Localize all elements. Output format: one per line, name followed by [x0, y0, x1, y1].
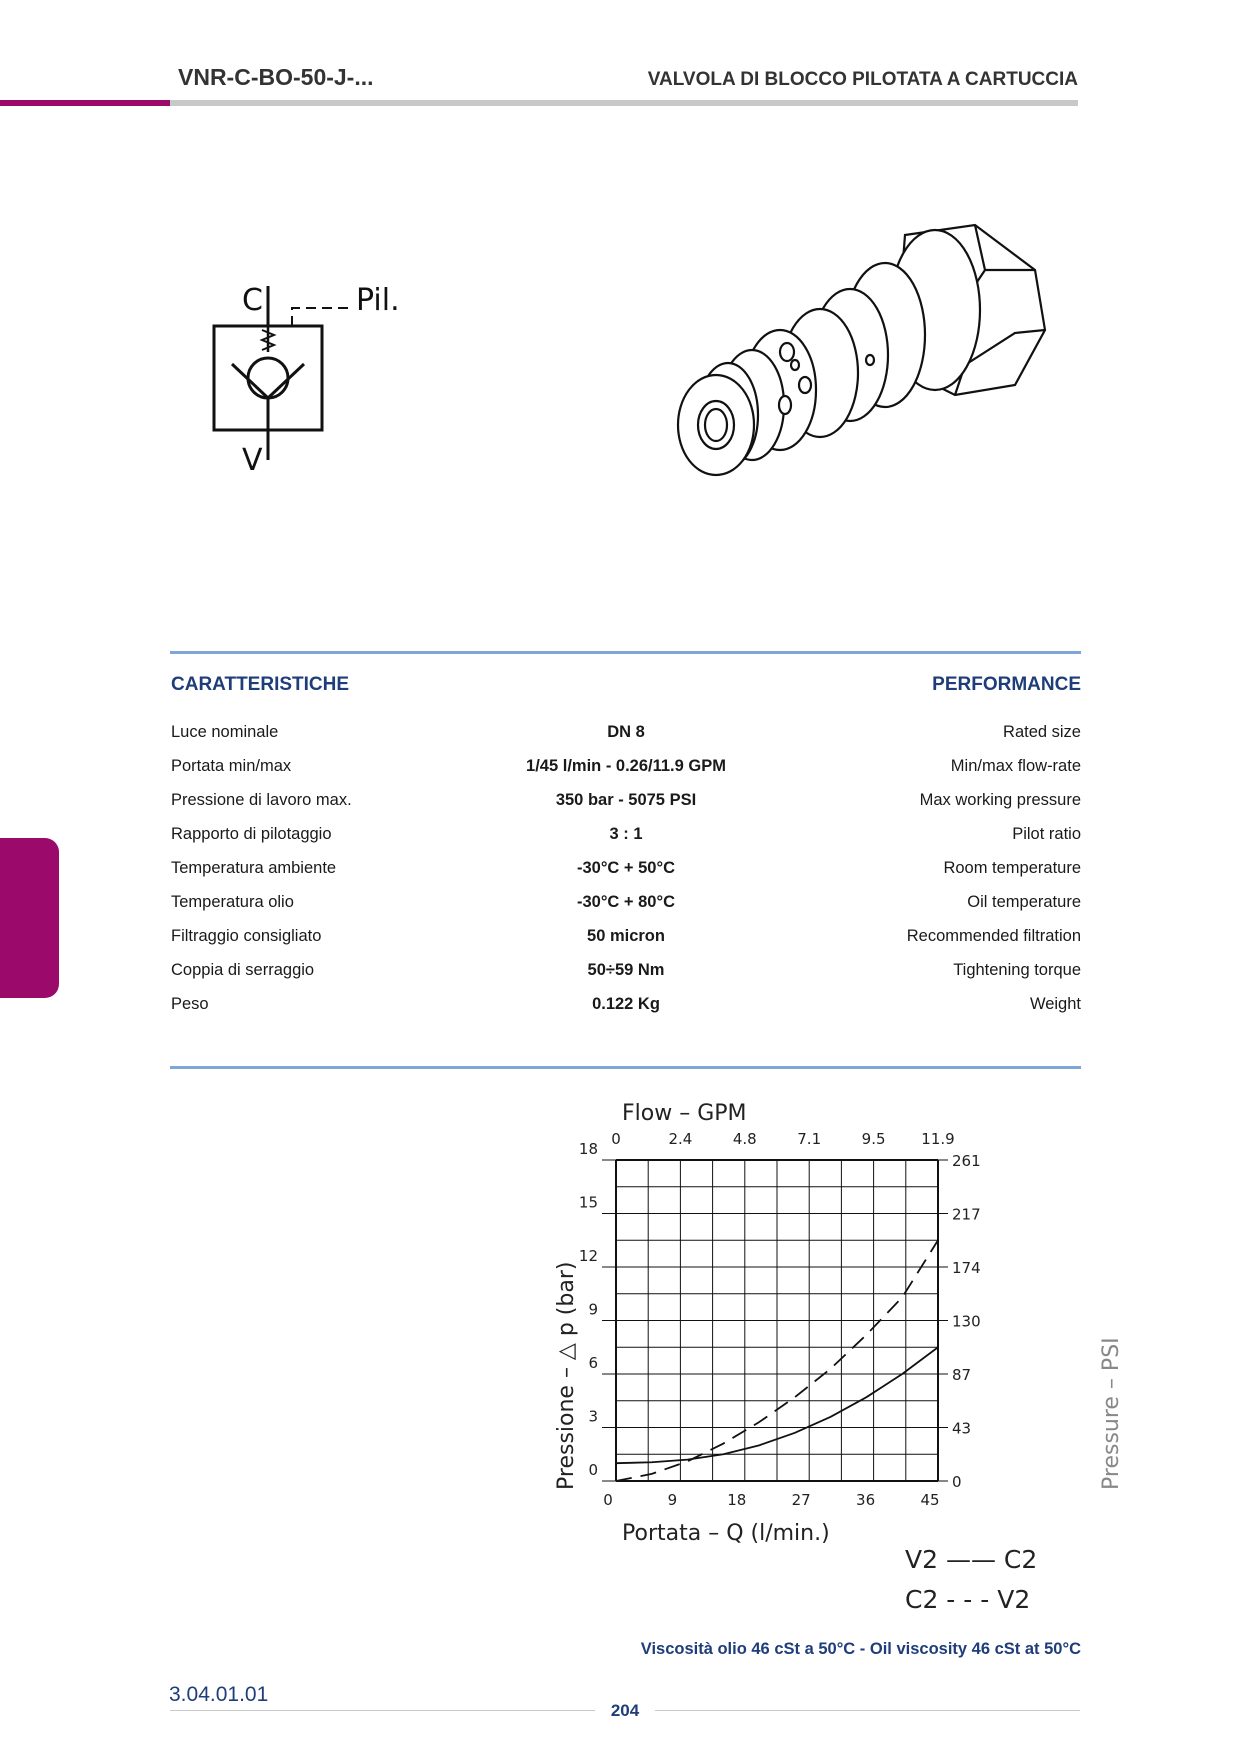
- section-divider-top: [170, 651, 1081, 654]
- y2-tick-label: 43: [952, 1419, 972, 1438]
- y-tick-label: 0: [588, 1461, 598, 1479]
- spec-value: 50 micron: [587, 927, 665, 945]
- pilot-label: Pil.: [356, 283, 400, 318]
- spec-row: [171, 821, 1081, 855]
- y2-tick-label: 261: [952, 1152, 981, 1170]
- spec-value: 350 bar - 5075 PSI: [555, 791, 697, 809]
- x-tick-label: 36: [856, 1491, 876, 1509]
- spec-label-en: Weight: [1029, 995, 1081, 1013]
- y-tick-label: 15: [578, 1193, 598, 1212]
- header-accent-bar: [0, 100, 170, 106]
- x2-tick-label: 11.9: [921, 1130, 955, 1148]
- spec-label-it: Temperatura ambiente: [171, 859, 337, 877]
- spec-label-it: Peso: [171, 995, 209, 1013]
- x2-tick-label: 0: [611, 1130, 621, 1148]
- y2-tick-label: 217: [952, 1205, 981, 1224]
- spec-label-en: Recommended filtration: [906, 927, 1081, 945]
- spec-row: [171, 787, 1081, 821]
- spec-label-en: Tightening torque: [953, 961, 1081, 979]
- spec-value: -30°C + 50°C: [576, 859, 676, 877]
- y2-tick-label: 130: [952, 1312, 981, 1331]
- spec-label-it: Luce nominale: [171, 723, 279, 741]
- x2-tick-label: 9.5: [861, 1130, 886, 1148]
- spec-row: [171, 855, 1081, 889]
- spec-label-it: Rapporto di pilotaggio: [171, 825, 332, 843]
- spec-row: [171, 957, 1081, 991]
- spec-row: [171, 889, 1081, 923]
- section-divider-bottom: [170, 1066, 1081, 1069]
- spec-row: [171, 753, 1081, 787]
- spec-value: 1/45 l/min - 0.26/11.9 GPM: [526, 757, 726, 775]
- spec-row: [171, 923, 1081, 957]
- header-bar: [170, 100, 1078, 106]
- product-code: VNR-C-BO-50-J-...: [178, 64, 374, 90]
- x2-tick-label: 4.8: [732, 1130, 757, 1148]
- spec-value: 50÷59 Nm: [587, 961, 665, 979]
- spec-value: 0.122 Kg: [592, 995, 660, 1013]
- hydraulic-symbol: [200, 280, 430, 480]
- footer-line-left: [170, 1710, 595, 1711]
- catalog-reference: 3.04.01.01: [169, 1683, 269, 1706]
- specs-table: [171, 719, 1081, 1025]
- spec-label-it: Portata min/max: [171, 757, 292, 775]
- spec-value: 3 : 1: [609, 825, 643, 843]
- product-title: VALVOLA DI BLOCCO PILOTATA A CARTUCCIA: [647, 69, 1078, 90]
- y-tick-label: 18: [578, 1140, 598, 1158]
- spec-label-en: Room temperature: [943, 859, 1081, 877]
- spec-row: [171, 719, 1081, 753]
- spec-label-en: Pilot ratio: [1012, 825, 1081, 843]
- spec-value: DN 8: [607, 723, 645, 741]
- x-tick-label: 0: [603, 1491, 613, 1509]
- section-heading-performance: PERFORMANCE: [932, 674, 1081, 695]
- viscosity-note: Viscosità olio 46 cSt a 50°C - Oil viscosity 46 cSt at 50°C: [640, 1640, 1081, 1658]
- spec-label-it: Temperatura olio: [171, 893, 294, 911]
- x2-tick-label: 2.4: [668, 1130, 693, 1148]
- y2-tick-label: 87: [952, 1366, 972, 1384]
- pressure-flow-chart: [540, 1090, 1140, 1650]
- y-tick-label: 12: [578, 1247, 598, 1265]
- chart-grid: [616, 1160, 938, 1481]
- spec-value: -30°C + 80°C: [576, 893, 676, 911]
- y2-tick-label: 0: [952, 1473, 962, 1491]
- side-tab: [0, 838, 59, 998]
- x-tick-label: 18: [727, 1491, 747, 1509]
- section-heading-caratteristiche: CARATTERISTICHE: [171, 674, 350, 695]
- spec-label-en: Min/max flow-rate: [950, 757, 1081, 775]
- x-tick-label: 9: [667, 1491, 678, 1509]
- x-tick-label: 27: [791, 1491, 811, 1509]
- port-v-label: V: [242, 443, 263, 478]
- footer-line-right: [655, 1710, 1080, 1711]
- chart-x2-label: Flow – GPM: [622, 1101, 747, 1126]
- spec-label-it: Pressione di lavoro max.: [171, 791, 352, 809]
- spec-label-en: Rated size: [1003, 723, 1081, 741]
- chart-y2-label: Pressure – PSI: [1099, 1337, 1124, 1490]
- spec-label-en: Max working pressure: [919, 791, 1081, 809]
- spec-label-it: Coppia di serraggio: [171, 961, 315, 979]
- chart-y-label: Pressione – △ p (bar): [554, 1261, 579, 1490]
- y-tick-label: 3: [588, 1407, 598, 1426]
- spec-row: [171, 991, 1081, 1025]
- y2-tick-label: 174: [952, 1259, 981, 1277]
- y-tick-label: 9: [588, 1300, 598, 1319]
- port-c-label: C: [242, 283, 263, 318]
- x2-tick-label: 7.1: [797, 1130, 822, 1148]
- y-tick-label: 6: [588, 1354, 598, 1372]
- cartridge-drawing: [670, 215, 1070, 535]
- chart-x-label: Portata – Q (l/min.): [622, 1521, 830, 1546]
- legend-solid: V2 —— C2: [905, 1545, 1038, 1574]
- page-number: 204: [610, 1701, 640, 1720]
- spec-label-it: Filtraggio consigliato: [171, 927, 322, 945]
- x-tick-label: 45: [920, 1491, 940, 1509]
- legend-dashed: C2 - - - V2: [905, 1585, 1031, 1614]
- spec-label-en: Oil temperature: [967, 893, 1081, 911]
